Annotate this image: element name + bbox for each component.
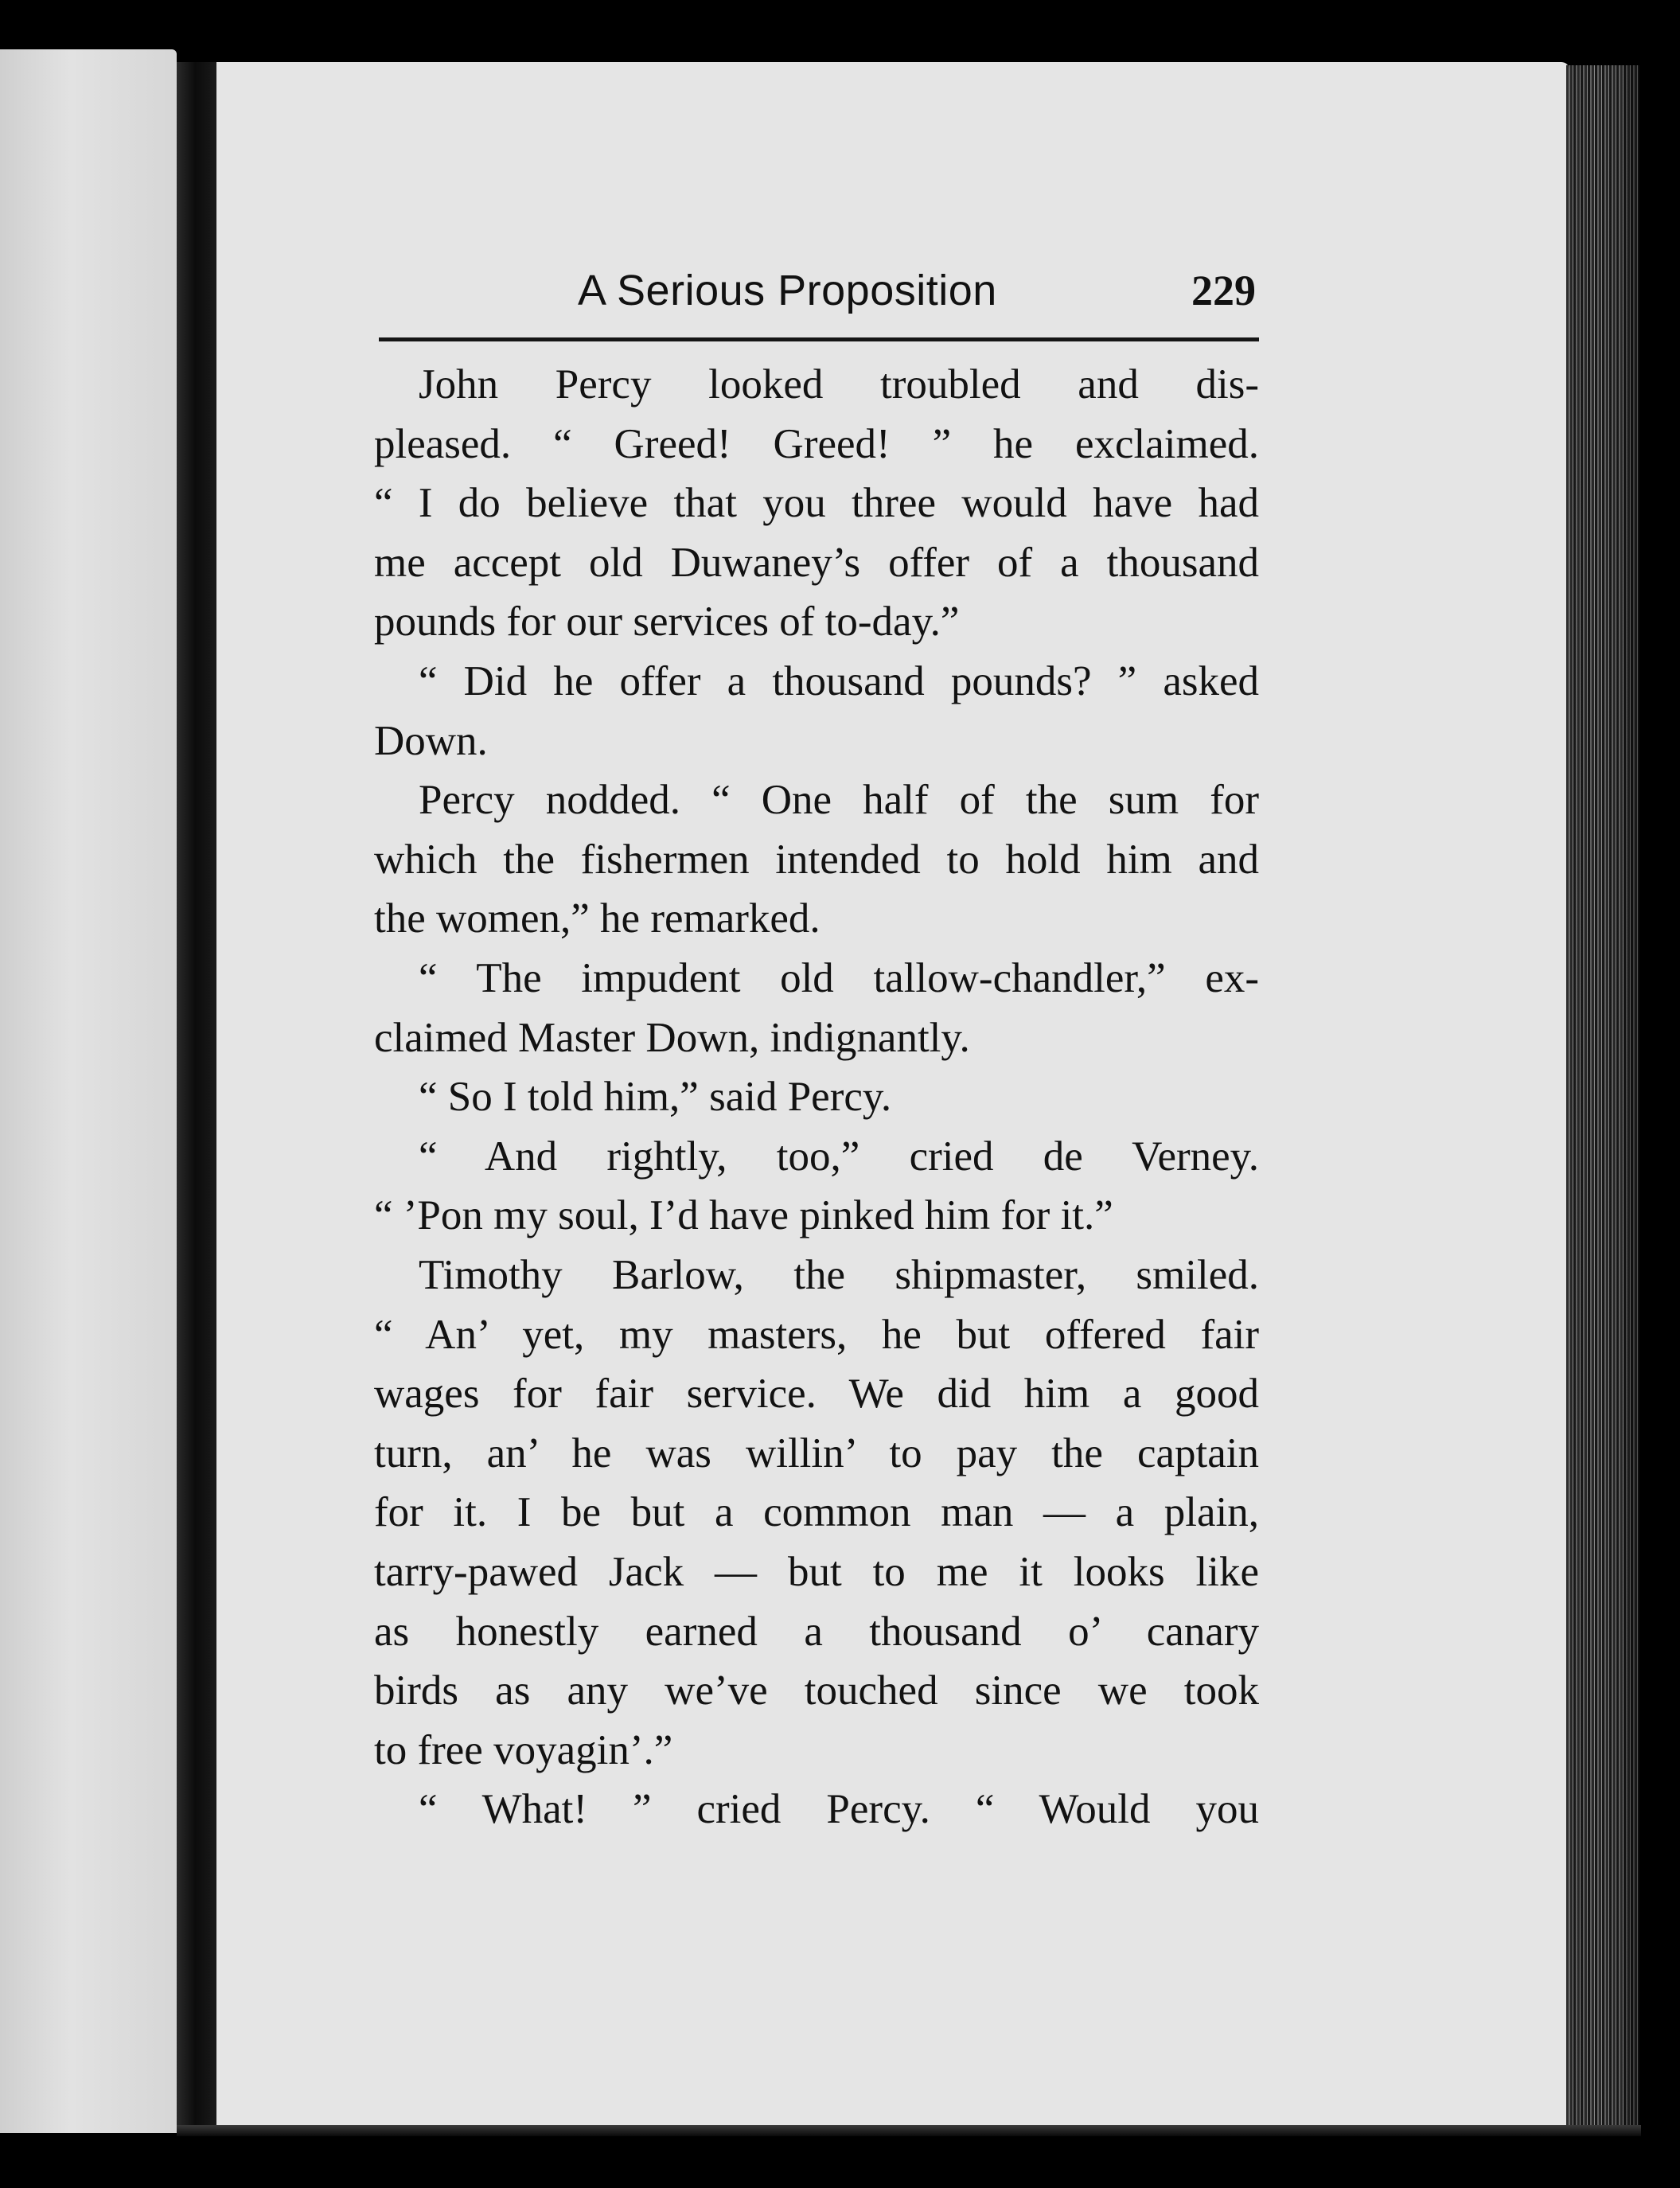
running-head-title: A Serious Proposition xyxy=(578,267,997,314)
text-line: for it. I be but a common man — a plain, xyxy=(374,1489,1259,1535)
running-head xyxy=(379,263,1259,326)
text-line: “ So I told him,” said Percy. xyxy=(419,1074,892,1120)
text-line: the women,” he remarked. xyxy=(374,895,821,942)
text-line: pleased. “ Greed! Greed! ” he exclaimed. xyxy=(374,421,1259,467)
text-line: Timothy Barlow, the shipmaster, smiled. xyxy=(419,1252,1259,1298)
text-line: as honestly earned a thousand o’ canary xyxy=(374,1609,1259,1655)
text-line: Down. xyxy=(374,718,488,764)
bottom-page-edge xyxy=(177,2125,1641,2136)
text-line: turn, an’ he was willin’ to pay the captain xyxy=(374,1430,1259,1476)
text-line: me accept old Duwaney’s offer of a thousand xyxy=(374,540,1259,586)
text-line: “ ’Pon my soul, I’d have pinked him for it.” xyxy=(374,1192,1113,1238)
text-line: claimed Master Down, indignantly. xyxy=(374,1015,970,1061)
page-number: 229 xyxy=(1191,267,1256,314)
text-line: “ What! ” cried Percy. “ Would you xyxy=(419,1786,1259,1832)
text-line: “ And rightly, too,” cried de Verney. xyxy=(419,1133,1259,1180)
text-line: wages for fair service. We did him a good xyxy=(374,1371,1259,1417)
text-line: “ An’ yet, my masters, he but offered fair xyxy=(374,1312,1259,1358)
text-line: John Percy looked troubled and dis- xyxy=(419,361,1259,408)
text-line: “ Did he offer a thousand pounds? ” asked xyxy=(419,658,1259,704)
text-line: Percy nodded. “ One half of the sum for xyxy=(419,777,1259,823)
text-line: which the fishermen intended to hold him and xyxy=(374,837,1259,883)
page-edges-shadow xyxy=(1623,65,1680,2131)
text-line: “ The impudent old tallow-chandler,” ex- xyxy=(419,955,1259,1001)
header-rule xyxy=(379,337,1259,341)
text-line: tarry-pawed Jack — but to me it looks like xyxy=(374,1549,1259,1595)
book-gutter xyxy=(177,62,218,2131)
left-facing-page xyxy=(0,49,177,2133)
text-line: to free voyagin’.” xyxy=(374,1727,673,1773)
text-line: “ I do believe that you three would have had xyxy=(374,480,1259,526)
text-line: pounds for our services of to-day.” xyxy=(374,599,960,645)
text-line: birds as any we’ve touched since we took xyxy=(374,1667,1259,1714)
